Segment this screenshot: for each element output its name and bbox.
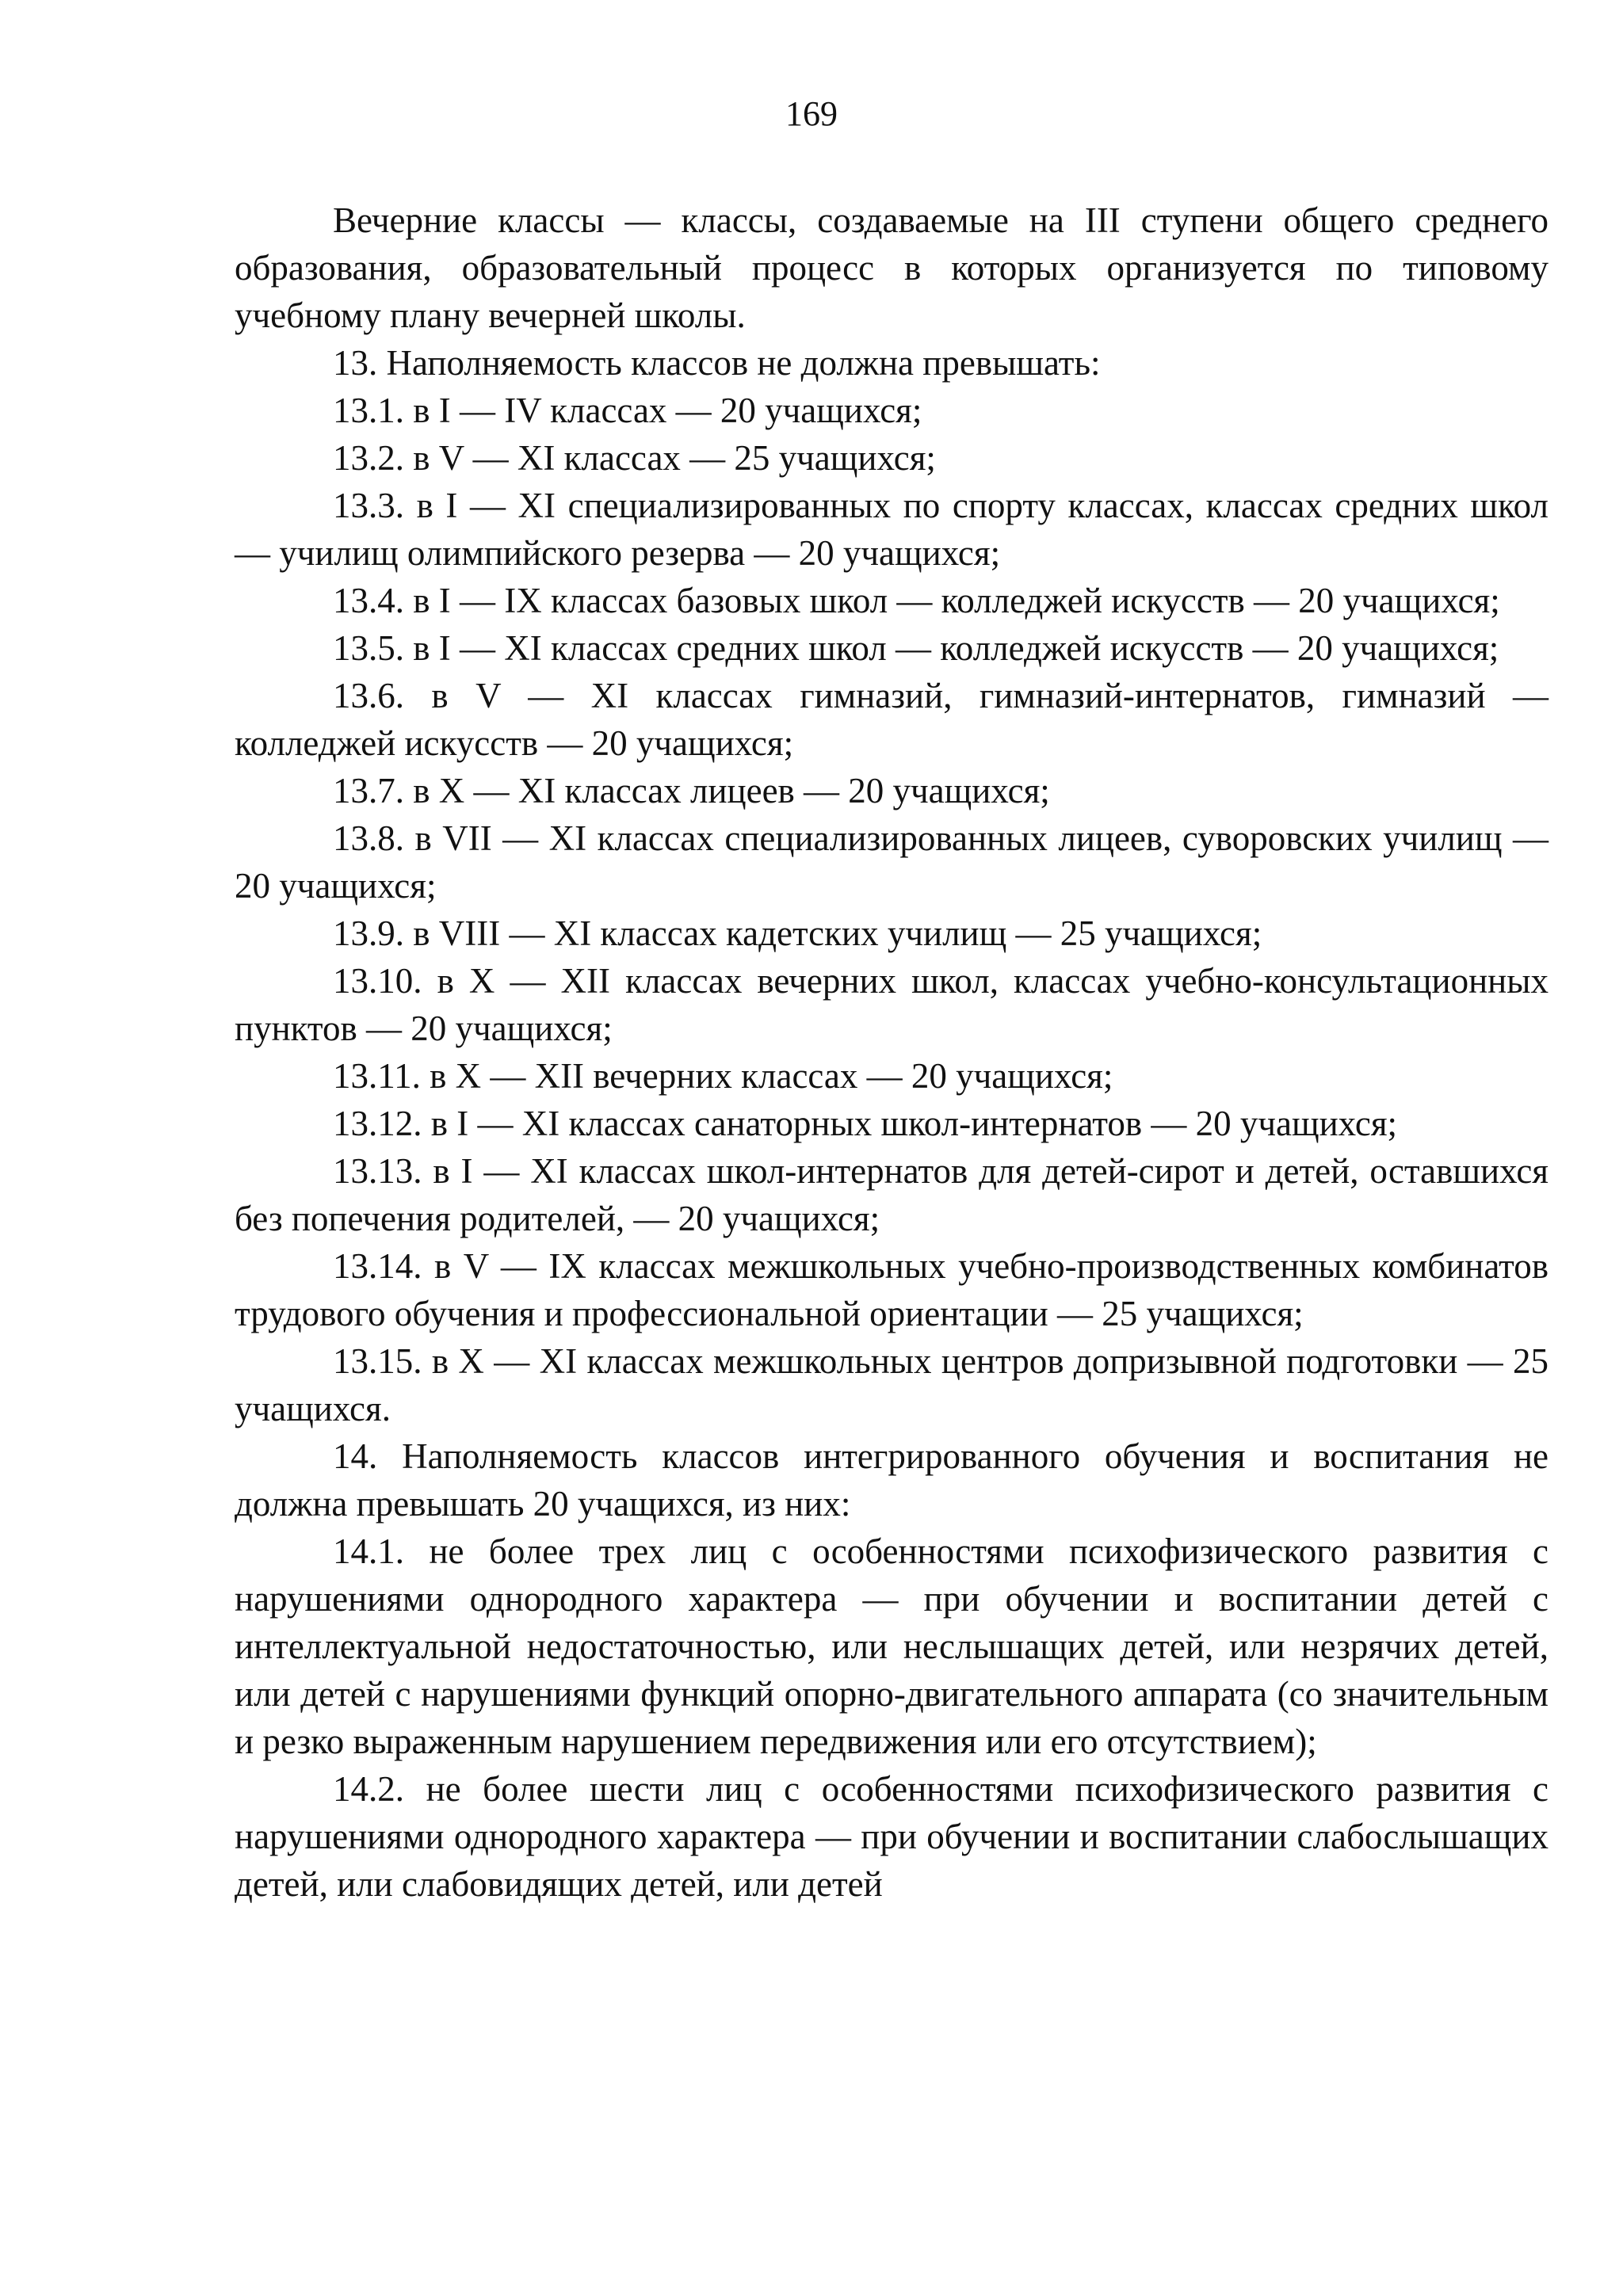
page-number: 169 xyxy=(785,94,838,133)
paragraph-14: 14. Наполняемость классов интегрированного обучения и воспитания не должна превышать 20 учащихся, из них: xyxy=(235,1436,1549,1524)
paragraph-13-1: 13.1. в I — IV классах — 20 учащихся; xyxy=(333,391,922,430)
paragraph-13-7: 13.7. в X — XI классах лицеев — 20 учащихся; xyxy=(333,771,1050,810)
paragraph-13-2: 13.2. в V — XI классах — 25 учащихся; xyxy=(333,438,936,478)
paragraph-14-1: 14.1. не более трех лиц с особенностями психофизического развития с нарушениями однородного характера — при обучении и воспитании детей с интеллектуальной недостаточностью, или неслышащих детей, или незрячих детей, или детей с нарушениями функций опорно-двигательного аппарата (со значительным и резко выраженным нарушением передвижения или его отсутствием); xyxy=(235,1531,1549,1761)
document-body xyxy=(235,196,1549,1908)
paragraph-14-2: 14.2. не более шести лиц с особенностями психофизического развития с нарушениями однородного характера — при обучении и воспитании слабослышащих детей, или слабовидящих детей, или детей xyxy=(235,1769,1549,1904)
paragraph-13-13: 13.13. в I — XI классах школ-интернатов для детей-сирот и детей, оставшихся без попечения родителей, — 20 учащихся; xyxy=(235,1151,1549,1238)
paragraph-13-9: 13.9. в VIII — XI классах кадетских училищ — 25 учащихся; xyxy=(333,913,1262,953)
paragraph-13-6: 13.6. в V — XI классах гимназий, гимназий-интернатов, гимназий — колледжей искусств — 20 учащихся; xyxy=(235,676,1549,763)
paragraph-13-8: 13.8. в VII — XI классах специализированных лицеев, суворовских училищ — 20 учащихся; xyxy=(235,818,1549,906)
paragraph-13-3: 13.3. в I — XI специализированных по спорту классах, классах средних школ — училищ олимпийского резерва — 20 учащихся; xyxy=(235,486,1549,573)
paragraph-13-10: 13.10. в X — XII классах вечерних школ, классах учебно-консультационных пунктов — 20 учащихся; xyxy=(235,961,1549,1048)
paragraph-13-4: 13.4. в I — IX классах базовых школ — колледжей искусств — 20 учащихся; xyxy=(333,581,1500,620)
paragraph-13-12: 13.12. в I — XI классах санаторных школ-интернатов — 20 учащихся; xyxy=(333,1104,1398,1143)
paragraph-13-5: 13.5. в I — XI классах средних школ — колледжей искусств — 20 учащихся; xyxy=(333,628,1499,668)
paragraph-13-14: 13.14. в V — IX классах межшкольных учебно-производственных комбинатов трудового обучения и профессиональной ориентации — 25 учащихся; xyxy=(235,1246,1549,1333)
paragraph-13-15: 13.15. в X — XI классах межшкольных центров допризывной подготовки — 25 учащихся. xyxy=(235,1341,1549,1428)
paragraph-13-11: 13.11. в X — XII вечерних классах — 20 учащихся; xyxy=(333,1056,1113,1096)
paragraph-evening-classes: Вечерние классы — классы, создаваемые на III ступени общего среднего образования, образовательный процесс в которых организуется по типовому учебному плану вечерней школы. xyxy=(235,200,1549,335)
paragraph-13: 13. Наполняемость классов не должна превышать: xyxy=(333,343,1101,383)
